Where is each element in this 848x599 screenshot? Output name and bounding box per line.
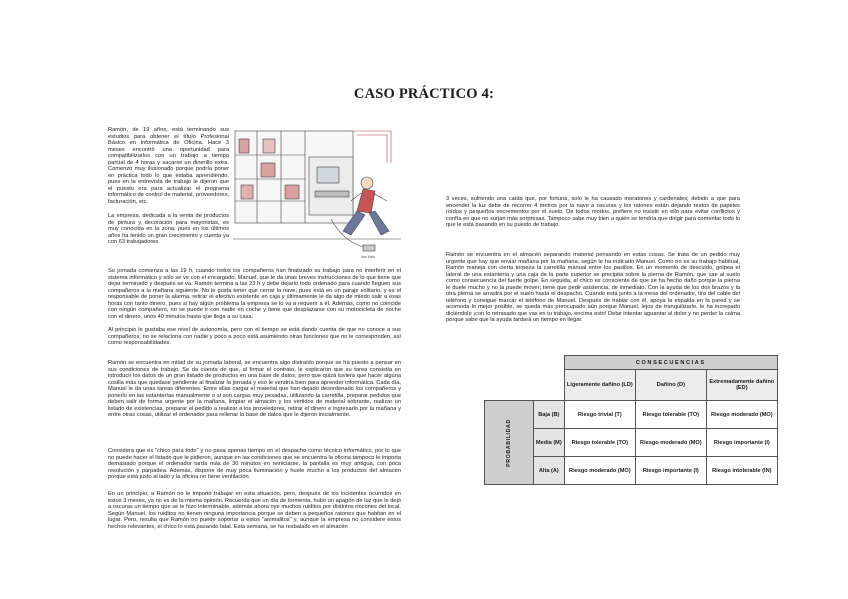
company-paragraph: La empresa, dedicada a la venta de productos de pintura y decoración para mayoristas, es muy conocida en la zona, pues en los últimos años ha tenido un gran crecimiento y cuenta ya con 63 trabajadores. <box>108 213 229 246</box>
probability-header: PROBABILIDAD <box>485 401 534 485</box>
illustration-signature: Ivan Mato <box>361 255 375 259</box>
risk-cell: Riesgo tolerable (TO) <box>635 401 706 429</box>
risk-cell: Riesgo moderado (MO) <box>564 457 635 485</box>
column-header-ld: Ligeramente dañino (LD) <box>564 370 635 401</box>
workday-paragraph: Su jornada comienza a las 19 h, cuando todos los compañeros han finalizado su trabajo para no interferir en el sistema informático y sólo se ve con el encargado, Manuel, que le da unas breves instrucciones de lo que tiene que dejar terminado y después se va. Ramón termina a las 23 h y debe dejarlo todo ordenado para cuando lleguen sus compañeros a la mañana siguiente. No le gusta tener que cerrar la nave, pues está en un paraje solitario, y es el responsable de poner la alarma, retirar el efectivo existente en caja y últimamente le da algo de miedo salir a esas horas con tanto dinero, pues si hay algún problema la empresa se lo va a requerir a él. Además, como no coincide con ningún compañero, no se puede ir con nadie en coche y tiene que desplazarse con su motocicleta de noche con el dinero, unos 40 minutos hasta que llega a su casa. <box>108 268 401 320</box>
tasks-paragraph: Ramón se encuentra en mitad de su jornada laboral, se encuentra algo distraído porque se ha puesto a pensar en sus condiciones de trabajo. Se da cuenta de que, al firmar el contrato, le explicaron que su tarea consistía en introducir los datos de un gran listado de productos en una base de datos, pero que quizá tuviera que hacer alguna cosilla más que quedase pendiente al finalizar la jornada y eso le vendría bien para aprender informática. Cada día, Manuel le da unas tareas diferentes. Entre ellas cargar el material que han dejado desordenado los compañeros y ponerlo en las estanterías manualmente o si son cargas muy pesadas, utilizando la carretilla, preparar pedidos que deben salir de forma urgente por la mañana, limpiar el almacén y los vertidos de material sobrante, realizar un listado de existencias, preparar el pedido a realizar a los proveedores, retirar el dinero e ingresarlo por la mañana y entre otras cosas, utilizar el ordenador para rellenar la base de datos que le dijeron inicialmente. <box>108 360 401 419</box>
column-header-ed: Extremadamente dañino (ED) <box>706 370 777 401</box>
consequences-header: CONSECUENCIAS <box>564 356 777 370</box>
row-label-media: Media (M) <box>533 429 564 457</box>
row-label-alta: Alta (A) <box>533 457 564 485</box>
autonomy-paragraph: Al principio le gustaba ese nivel de autonomía, pero con el tiempo se está dando cuenta de que no conoce a sus compañeros, no se relaciona con nadie y poco a poco está asumiendo otras funciones que no le corresponden, así como responsabilidades. <box>108 327 401 347</box>
risk-cell: Riesgo tolerable (TO) <box>564 429 635 457</box>
risk-cell: Riesgo intolerable (IN) <box>706 457 777 485</box>
row-label-baja: Baja (B) <box>533 401 564 429</box>
page-title: CASO PRÁCTICO 4: <box>353 86 495 102</box>
risk-cell: Riesgo importante (I) <box>635 457 706 485</box>
risk-cell: Riesgo importante (I) <box>706 429 777 457</box>
incidents-paragraph: En un principio, a Ramón no le importó trabajar en esta situación, pero, después de los incidentes ocurridos en estos 3 meses, ya no es de la misma opinión. Recuerda que un día de tormenta, hubo un apagón de luz que le dejó a oscuras un tiempo que se le hizo interminable, además ahora oye muchos ruiditos por distintos rincones del local. Según Manuel, los ruiditos no tienen ninguna importancia porque se deben a pequeños ratones que habitan en el lugar. Pero, resulta que Ramón no puede soportar a estos "animalitos" y, aunque la empresa no considere estos hechos relevantes, el chico lo está pasando fatal. Esta semana, se ha resbalado en el almacén <box>108 491 401 530</box>
office-conditions-paragraph: Considera que es "chico para todo" y no pasa apenas tiempo en el despacho como técnico informático, por lo que no puede hacer el listado que le pidieron, aunque en las condiciones que se encuentra la oficina tampoco le importa demasiado porque el ordenador tarda más de 30 minutos en reiniciarse, la pantalla es muy antigua, con poca resolución y parpadea. Además, dispone de muy poca iluminación y huele mucho a los productos del almacén porque está justo al lado y la oficina no tiene ventilación. <box>108 448 401 481</box>
falls-paragraph: 3 veces, sufriendo una caída que, por fortuna, solo le ha causado moratones y cardenales; debido a que para encender la luz debe de recorrer 4 metros por la nave a oscuras y los ratones están dejando restos de papeles roídos y pequeños excrementos por el suelo. De todos modos, prefiere no insistir en ello para evitar conflictos y confía en que no surjan más sorpresas. Tampoco sabe muy bien a quién se tendría que dirigir para comentar todo lo que le está pasando en su puesto de trabajo. <box>446 196 740 229</box>
risk-matrix-table <box>484 355 778 485</box>
risk-cell: Riesgo trivial (T) <box>564 401 635 429</box>
column-header-d: Dañino (D) <box>635 370 706 401</box>
office-illustration <box>233 127 401 262</box>
accident-paragraph: Ramón se encuentra en el almacén separando material pensando en estas cosas. Se trata de un pedido muy urgente que hay que enviar mañana por la mañana, según le ha indicado Manuel. Como no es su trabajo habitual, Ramón maneja con cierta torpeza la carretilla manual entre los pasillos. En un momento de descuido, golpea el lateral de una estantería y una caja de la parte superior se precipita sobre la pierna de Ramón, que cae al suelo como consecuencia del fuerte golpe. En seguida, el chico es consciente de que se ha hecho daño porque la pierna le duele mucho y no la puede mover; tiene que pedir asistencia, de inmediato. Con la ayuda de los dos brazos y la otra pierna se arrastra por el suelo hasta el despacho. Cuando está junto a la mesa del ordenador, tira del cable del teléfono y consigue marcar el teléfono de Manuel. Después de hablar con él, apoya la espalda en la pared y se acomoda lo mejor posible, se queda más preocupado aún porque Manuel, lejos de tranquilizarle, le ha increpado diciéndole ¡con lo retrasado que vas en tu trabajo, encima esto! Debe intentar aguantar el dolor y no perder la calma porque sabe que la ayuda tardará un tiempo en llegar. <box>446 252 740 324</box>
risk-cell: Riesgo moderado (MO) <box>706 401 777 429</box>
intro-paragraph: Ramón, de 19 años, está terminando sus estudios para obtener el título Profesional Básico en Informática de Oficina. Hace 3 meses encontró una oportunidad para compatibilizarlos con un trabajo a tiempo parcial de 4 horas y sacarse un dinerillo extra. Comenzó muy ilusionado porque podría poner en práctica todo lo que estaba aprendiendo, pues en la entrevista de trabajo le dijeron que el puesto era para actualizar el programa informático de control de material, proveedores, facturación, etc. <box>108 127 229 206</box>
risk-cell: Riesgo moderado (MO) <box>635 429 706 457</box>
